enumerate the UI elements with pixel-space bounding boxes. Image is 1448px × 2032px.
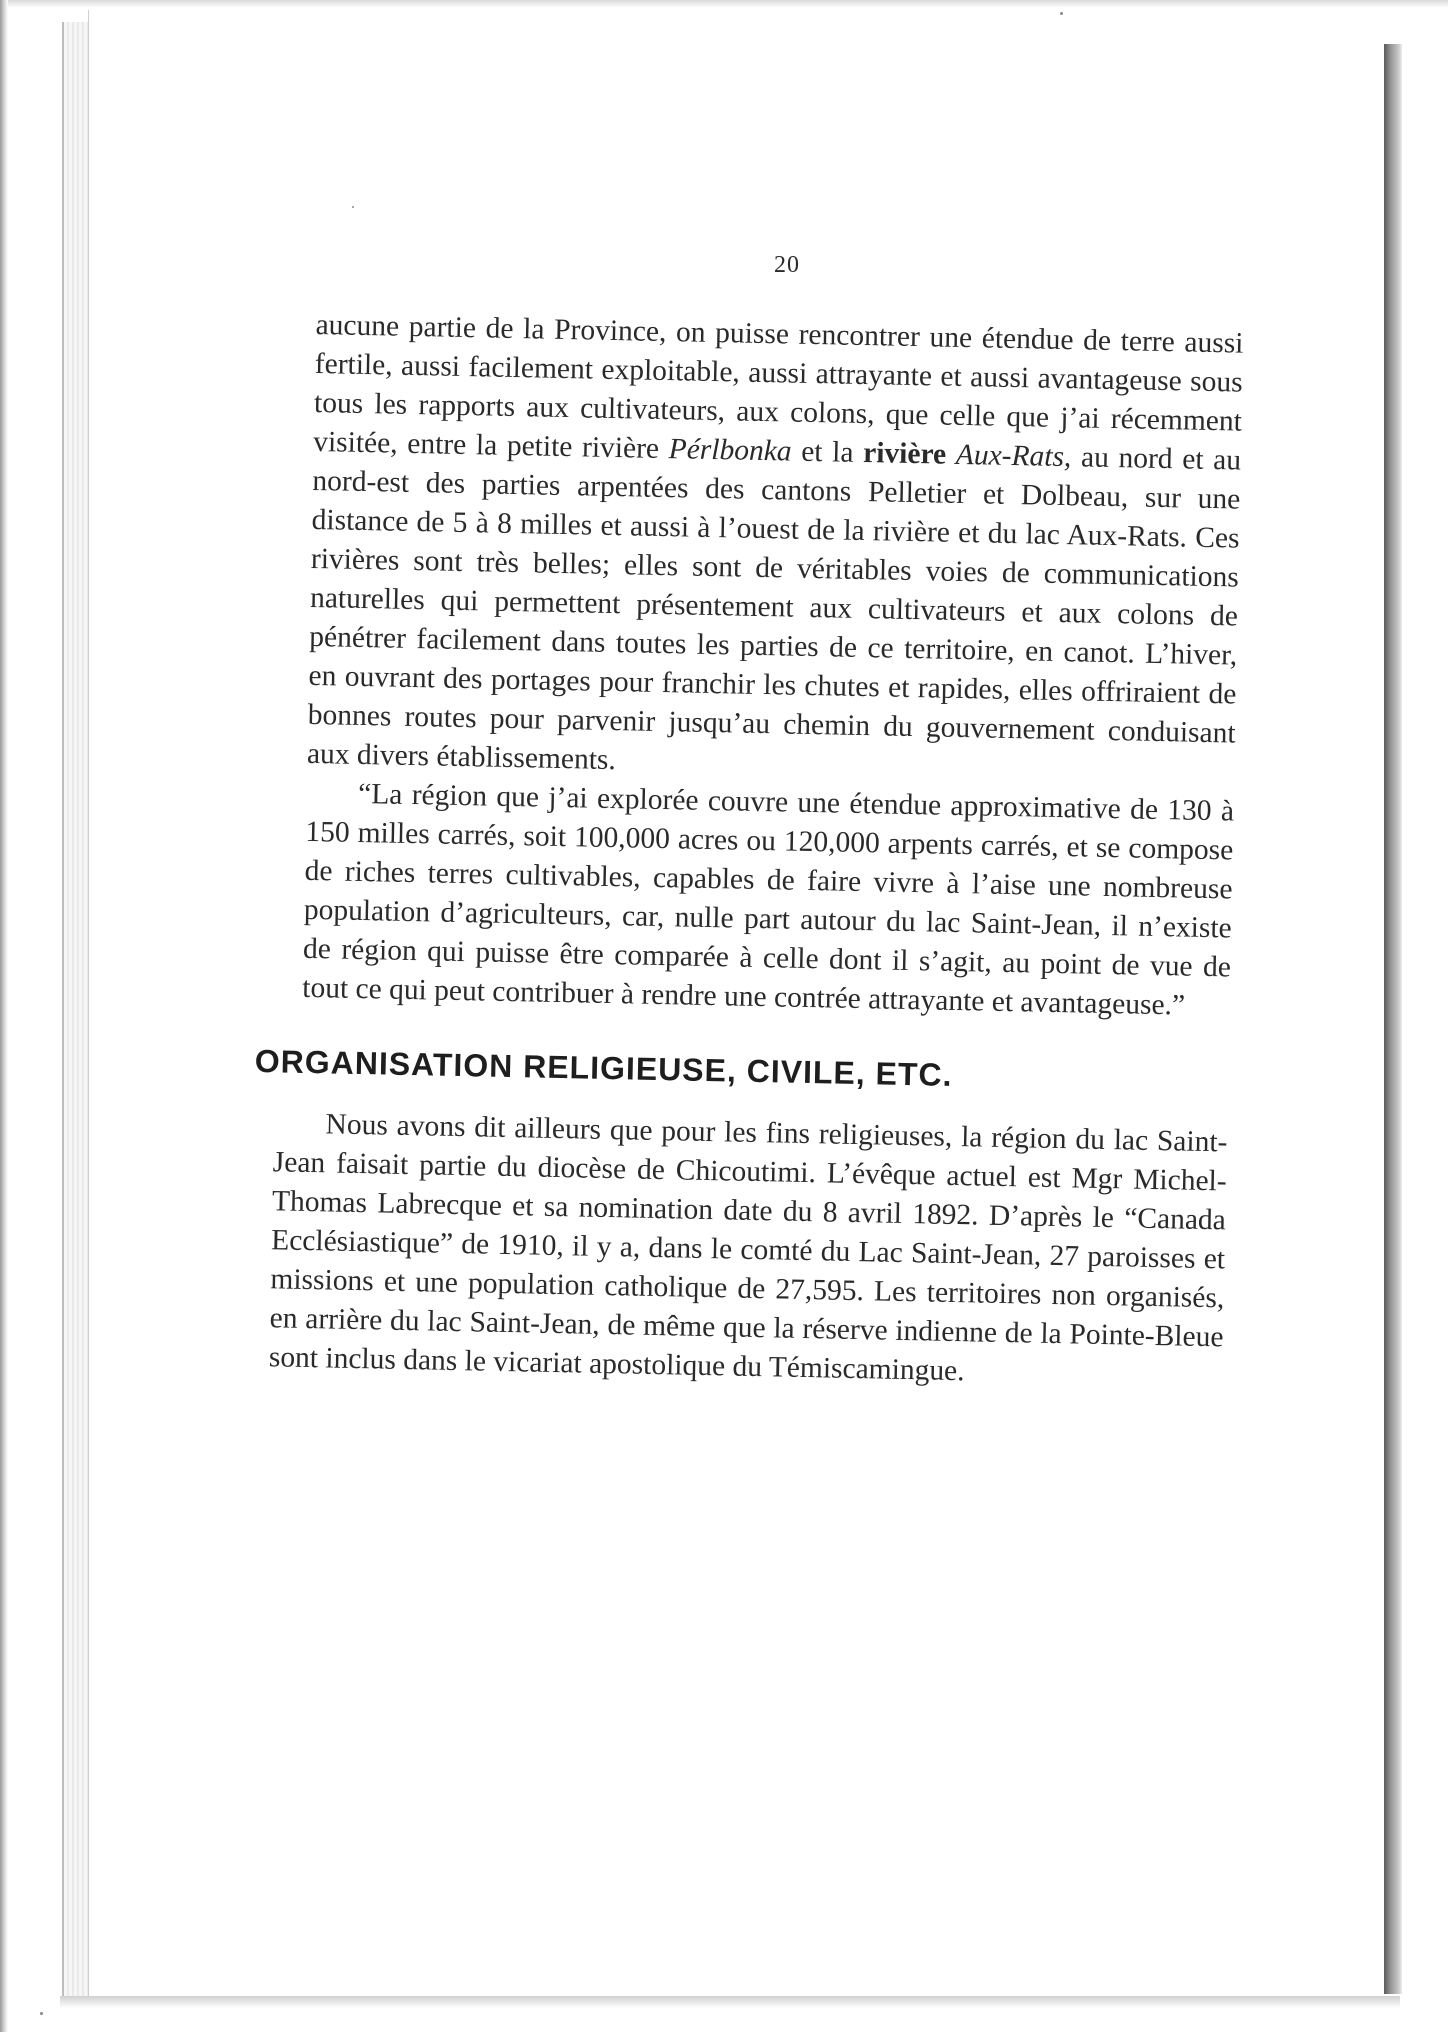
section-organisation: [254, 1042, 1229, 1396]
page-bottom-shadow: [60, 1996, 1400, 2008]
dust-speck: [40, 2012, 43, 2015]
paragraph-1-part-2: et la: [791, 435, 864, 470]
paragraph-1-part-1: aucune partie de la Province, on puisse rencontrer une étendue de terre aussi fertile, aussi facilement exploitable, aussi attrayante et aussi avantageuse sous tous les rapports aux cultivateurs, aux colons, que celle que j’ai récemment visitée, entre la petite rivière: [312, 308, 1244, 466]
body-text: [254, 306, 1244, 1396]
dust-speck: [1060, 12, 1063, 15]
scan-top-edge: [0, 0, 1448, 8]
river-name-peribonka: Pérlbonka: [668, 433, 792, 468]
dust-speck: [352, 206, 354, 208]
paragraph-1: [307, 306, 1244, 793]
section-heading: ORGANISATION RELIGIEUSE, CIVILE, ETC.: [254, 1042, 953, 1093]
page-number: 20: [774, 252, 800, 278]
page-right-edge-shadow: [1384, 44, 1402, 1994]
paragraph-1-part-4: au nord et au nord-est des parties arpentées des cantons Pelletier et Dolbeau, sur une distance de 5 à 8 milles et aussi à l’ouest de la rivière et du lac Aux-Rats. Ces rivières sont très belles; elles sont de véritables voies de communications naturelles qui permettent présentement aux cultivateurs et aux colons de pénétrer facilement dans toutes les parties de ce territoire, en canot. L’hiver, en ouvrant des portages pour franchir les chutes et rapides, elles offriraient de bonnes routes pour parvenir jusqu’au chemin du gouvernement conduisant aux divers établissements.: [306, 441, 1242, 777]
river-name-aux-rats: Aux-Rats,: [955, 438, 1072, 474]
paragraph-2-quote: “La région que j’ai explorée couvre une étendue approximative de 130 à 150 milles carrés, soit 100,000 acres ou 120,000 arpents carrés, et se compose de riches terres cultivables, capables de faire vivre à l’aise une nombreuse population d’agriculteurs, car, nulle part autour du lac Saint-Jean, il n’existe de région qui puisse être comparée à celle dont il s’agit, au point de vue de tout ce qui peut contribuer à rendre une contrée attrayante et avantageuse.”: [301, 777, 1235, 1022]
paragraph-3: Nous avons dit ailleurs que pour les fins religieuses, la région du lac Saint-Jean faisait partie du diocèse de Chicoutimi. L’évêque actuel est Mgr Michel-Thomas Labrecque et sa nomination date du 8 avril 1892. D’après le “Canada Ecclésiastique” de 1910, il y a, dans le comté du Lac Saint-Jean, 27 paroisses et missions et une population catholique de 27,595. Les territoires non organisés, en arrière du lac Saint-Jean, de même que la réserve indienne de la Pointe-Bleue sont inclus dans le vicariat apostolique du Témiscamingue.: [268, 1108, 1228, 1388]
scan-left-edge: [0, 0, 8, 2032]
bold-word-riviere: rivière: [862, 437, 947, 471]
